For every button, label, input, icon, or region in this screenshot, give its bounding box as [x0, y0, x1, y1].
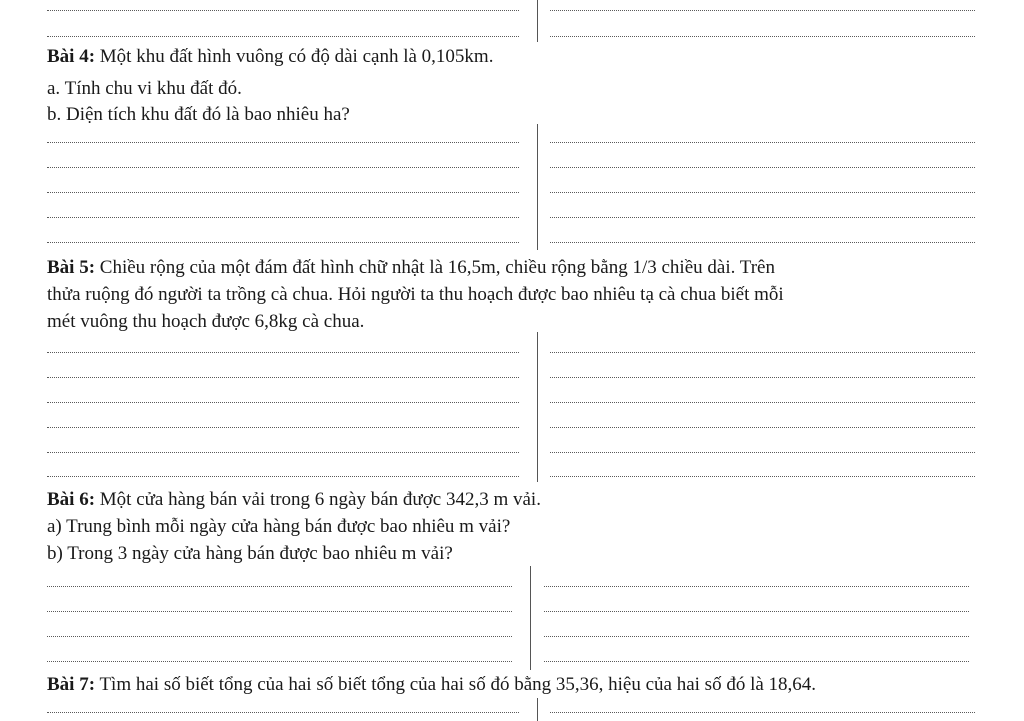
answer-line [544, 636, 969, 637]
answer-line [550, 712, 975, 713]
problem-6-label: Bài 6: [47, 489, 96, 510]
problem-6-part-a: a) Trung bình mỗi ngày cửa hàng bán được bao nhiêu m vải? [47, 516, 511, 537]
answer-divider [537, 124, 538, 250]
answer-line [47, 452, 519, 453]
problem-5-statement [47, 257, 775, 279]
answer-divider [537, 0, 538, 42]
problem-6-text: Một cửa hàng bán vải trong 6 ngày bán được 342,3 m vải. [99, 489, 541, 510]
answer-line [550, 352, 975, 353]
answer-line [47, 402, 519, 403]
answer-line [47, 377, 519, 378]
problem-6-statement [47, 489, 541, 511]
problem-7-text: Tìm hai số biết tổng của hai số biết tổng của hai số đó bằng 35,36, hiệu của hai số đó là 18,64. [99, 674, 817, 695]
answer-line [47, 10, 519, 11]
problem-5-label: Bài 5: [47, 257, 96, 278]
problem-4-part-b: b. Diện tích khu đất đó là bao nhiêu ha? [47, 104, 350, 125]
answer-line [47, 712, 519, 713]
answer-line [47, 427, 519, 428]
answer-line [47, 636, 512, 637]
answer-line [47, 352, 519, 353]
problem-7-statement [47, 674, 816, 696]
answer-line [544, 611, 969, 612]
answer-divider [537, 332, 538, 482]
answer-line [544, 661, 969, 662]
problem-5-text-line-1: Chiều rộng của một đám đất hình chữ nhật là 16,5m, chiều rộng bằng 1/3 chiều dài. Trên [99, 257, 775, 278]
answer-line [550, 476, 975, 477]
answer-line [550, 192, 975, 193]
answer-line [47, 476, 519, 477]
answer-line [550, 217, 975, 218]
problem-5-text-line-2: thửa ruộng đó người ta trồng cà chua. Hỏi người ta thu hoạch được bao nhiêu tạ cà chua biết mỗi [47, 284, 784, 305]
answer-line [550, 427, 975, 428]
problem-4-text: Một khu đất hình vuông có độ dài cạnh là 0,105km. [99, 46, 494, 67]
answer-divider [537, 698, 538, 721]
answer-line [47, 586, 512, 587]
problem-5-text-line-3: mét vuông thu hoạch được 6,8kg cà chua. [47, 311, 365, 332]
answer-line [47, 167, 519, 168]
answer-line [550, 10, 975, 11]
problem-4-statement [47, 46, 493, 68]
answer-line [47, 36, 519, 37]
answer-line [47, 242, 519, 243]
answer-line [47, 192, 519, 193]
problem-4-label: Bài 4: [47, 46, 96, 67]
answer-line [47, 142, 519, 143]
answer-line [47, 217, 519, 218]
answer-divider [530, 566, 531, 670]
problem-6-part-b: b) Trong 3 ngày cửa hàng bán được bao nhiêu m vải? [47, 543, 453, 564]
answer-line [550, 36, 975, 37]
answer-line [550, 142, 975, 143]
answer-line [550, 402, 975, 403]
answer-line [550, 242, 975, 243]
problem-4-part-a: a. Tính chu vi khu đất đó. [47, 78, 242, 99]
answer-line [550, 452, 975, 453]
answer-line [544, 586, 969, 587]
answer-line [550, 167, 975, 168]
problem-7-label: Bài 7: [47, 674, 96, 695]
answer-line [47, 611, 512, 612]
answer-line [550, 377, 975, 378]
answer-line [47, 661, 512, 662]
